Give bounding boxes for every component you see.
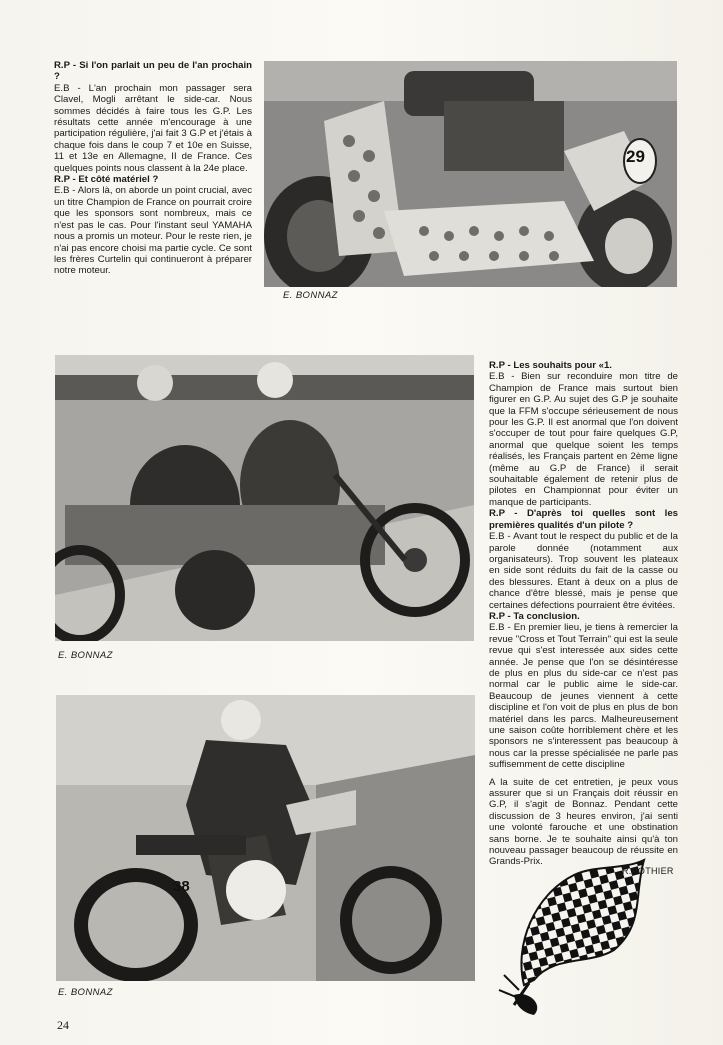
article-block-1 xyxy=(54,60,252,277)
photo-solo-rider xyxy=(56,695,475,981)
question: R.P - Ta conclusion. xyxy=(489,610,580,622)
photo-sidecar-race xyxy=(55,355,474,641)
article-block-2 xyxy=(489,360,678,868)
answer: E.B - Avant tout le respect du public et de la parole donnée (notamment aux organisateurs). Trop souvent les plateaux en side sont réduits du fait de la casse ou des blessures. Etant à deux on a plus de chance d'être blessé, mais je pense que certaines défections pourraient être évitées. xyxy=(489,531,678,611)
answer: E.B - Alors là, on aborde un point crucial, avec un titre Champion de France on pourrait croire que les sponsors sont nombreux, mais ce n'est pas le cas. Pour l'instant seul YAMAHA nous a promis un moteur. Pour le reste rien, je n'ai pas encore choisi ma partie cycle. Ce sont les frères Curtelin qui continueront à préparer notre moteur. xyxy=(54,185,252,277)
answer: E.B - En premier lieu, je tiens à remercier la revue "Cross et Tout Terrain" qui est la seule revue qui s'est interessée aux sides cette année. Je pense que l'on se désintéresse de plus en plus du side-car ce n'est pas normal car le public aime le side-car. Beaucoup de jeunes viennent à cette discipline et l'on voit de plus en plus de bon matériel dans les parcs. Malheureusement une saison coûte horriblement chère et les sponsors ne s'interessent pas beaucoup à nous car la presse spécialisée ne parle pas suffisemment de cette discipline xyxy=(489,622,678,771)
closing-paragraph: A la suite de cet entretien, je peux vous assurer que si un Français doit réussir en G.P, il s'agit de Bonnaz. Pendant cette discussion de 3 heures environ, j'ai senti une volonté farouche et une obstination sans borne. Je te souhaite ainsi qu'à ton nouveau passager beaucoup de réussite en Grands-Prix. xyxy=(489,776,678,868)
question: R.P - Et côté matériel ? xyxy=(54,174,159,186)
checkered-flag-illustration xyxy=(494,855,654,1015)
answer: E.B - L'an prochain mon passager sera Clavel, Mogli arrêtant le side-car. Nous sommes décidés à faire tous les G.P. Les résultats cette année m'encourage à une participation régulière, j'ai fait 3 G.P et j'étais à chaque fois dans le coup 7 et 10e en Suisse, 11 et 13e en Allemagne, II de France. Ces quelques points nous classent à la 24e place. xyxy=(54,82,252,174)
side-number: 29 xyxy=(626,147,645,166)
photo3-caption: E. BONNAZ xyxy=(58,987,113,998)
question: R.P - D'après toi quelles sont les premières qualités d'un pilote ? xyxy=(489,508,678,531)
photo1-caption: E. BONNAZ xyxy=(283,290,338,301)
answer: E.B - Bien sur reconduire mon titre de Champion de France mais surtout bien figurer en G.P. Au sujet des G.P je souhaite que la FFM s'occupe sérieusement de nous pour les G.P. Il est anormal que l'on doivent s'occuper de tout pour faire quelques G.P, anormal que quelque soient les temps réalisés, les Français partent en 2ème ligne (même au G.P de France) il serait souhaitable également de retenir plus de pilotes en Championnat pour éviter un manque de participants. xyxy=(489,371,678,508)
question: R.P - Si l'on parlait un peu de l'an prochain ? xyxy=(54,60,252,83)
question: R.P - Les souhaits pour «1. xyxy=(489,360,612,371)
author-signature: R.POTHIER xyxy=(622,866,674,876)
photo2-caption: E. BONNAZ xyxy=(58,650,113,661)
page-number: 24 xyxy=(57,1018,69,1032)
photo-sidecar-detail xyxy=(264,61,677,287)
bike-number: 38 xyxy=(173,878,190,895)
